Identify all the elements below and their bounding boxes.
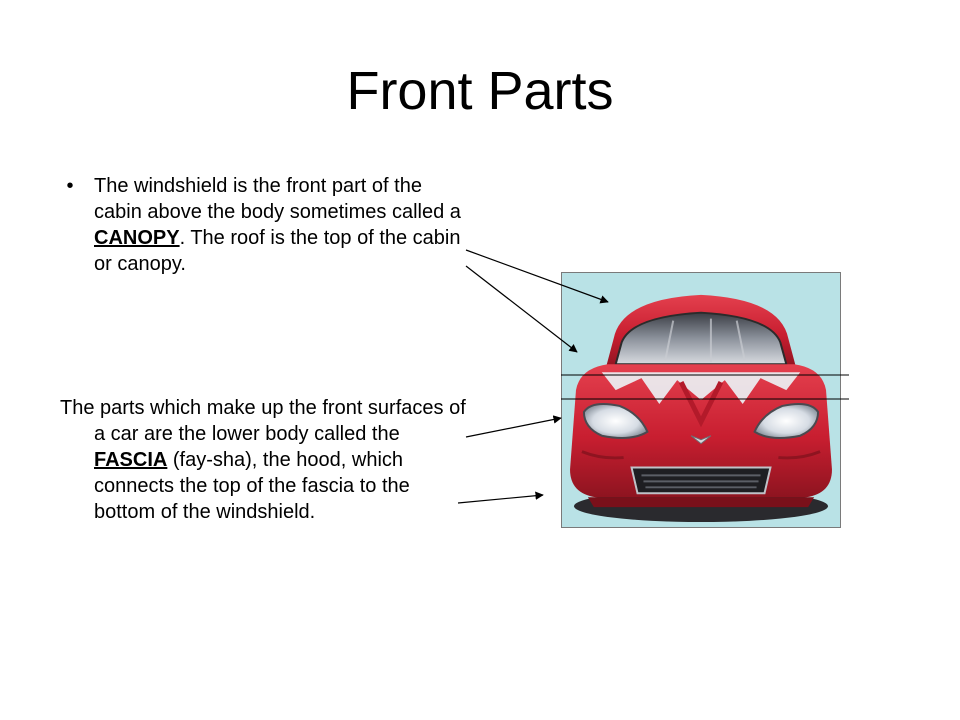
fascia-arrow-upper (466, 418, 561, 437)
bullet-symbol: • (66, 175, 74, 197)
bullet-text-after: . The roof is the top of the cabin or canopy. (94, 227, 461, 275)
bullet-item (60, 173, 470, 277)
red-race-car-front-icon (562, 273, 840, 527)
paragraph-text-after: (fay-sha), the hood, which connects the top of the fascia to the bottom of the windshield. (94, 449, 410, 523)
term-fascia: FASCIA (94, 449, 168, 471)
paragraph-text-before: The parts which make up the front surfaces of a car are the lower body called the (60, 397, 466, 445)
body-paragraph (60, 395, 472, 525)
bullet-text-before: The windshield is the front part of the cabin above the body sometimes called a (94, 175, 461, 223)
term-canopy: CANOPY (94, 227, 180, 249)
car-figure (561, 272, 841, 528)
page-title: Front Parts (346, 61, 614, 121)
